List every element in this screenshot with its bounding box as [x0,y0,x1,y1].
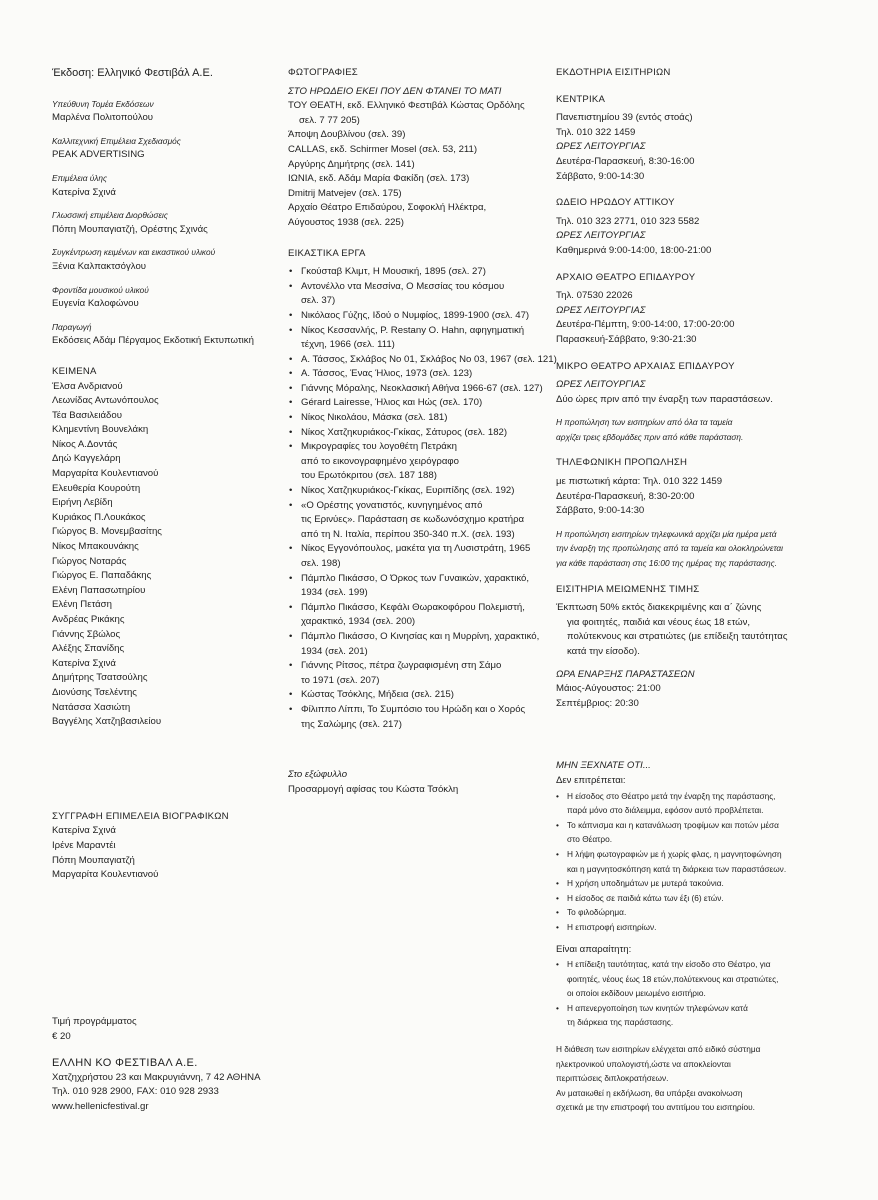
rule-line: • Το φιλοδώρημα. [567,907,627,918]
bio-author-name: Ιρένε Μαραντέι [52,839,116,851]
photos-art-column [288,66,557,797]
artwork-line: χαρακτικό, 1934 (σελ. 200) [301,616,416,628]
credit-entry [52,320,252,349]
rule-line: • Η επιστροφή εισιτηρίων. [567,921,657,932]
artwork-line: • Α. Τάσσος, Ένας Ήλιος, 1973 (σελ. 123) [301,368,473,380]
box-office-line: ΩΡΕΣ ΛΕΙΤΟΥΡΓΙΑΣ [556,304,646,316]
author-name: Γιώργος Β. Μονεμβασίτης [52,526,162,538]
box-office-name: ΜΙΚΡΟ ΘΕΑΤΡΟ ΑΡΧΑΙΑΣ ΕΠΙΔΑΥΡΟΥ [556,360,735,372]
spacer [52,237,252,245]
photo-credit-line: σελ. 7 77 205) [299,114,360,126]
photos-heading: ΦΩΤΟΓΡΑΦΙΕΣ [288,67,358,78]
artwork-line: • Πάμπλο Πικάσσο, Κεφάλι Θωρακοφόρου Πολεμιστή, [301,601,525,613]
artwork-line: • Α. Τάσσος, Σκλάβος Νο 01, Σκλάβος Νο 03, 1967 (σελ. 121) [301,353,557,365]
artwork-item [288,440,528,484]
author-name: Ελένη Παπασωτηρίου [52,584,146,596]
bio-authors-list [52,824,252,882]
box-office-line: Δευτέρα-Παρασκευή, 8:30-16:00 [556,155,695,167]
artwork-item [288,367,528,382]
artwork-line: • Πάμπλο Πικάσσο, Ο Όρκος των Γυναικών, χαρακτικό, [301,572,530,584]
box-office-line: Καθημερινά 9:00-14:00, 18:00-21:00 [556,244,712,256]
artwork-line: • Νικόλαος Γύζης, Ιδού ο Νυμφίος, 1899-1900 (σελ. 47) [301,309,530,321]
artwork-item [288,426,528,441]
artwork-item [288,484,528,499]
box-office-line: Η προπώληση των εισιτηρίων από όλα τα ταμεία [556,417,733,428]
author-name: Αλέξης Σπανίδης [52,643,125,655]
artwork-line: 1934 (σελ. 201) [301,645,368,657]
credit-name: PEAK ADVERTISING [52,149,145,161]
photo-credit-line: Άποψη Δουβλίνου (σελ. 39) [288,129,406,141]
rule-line: φοιτητές, νέους έως 18 ετών,πολύτεκνους και στρατιώτες, [567,973,779,984]
credit-entry [52,208,252,237]
box-office-line: Η προπώληση εισιτηρίων τηλεφωνικά αρχίζει μία ημέρα μετά [556,528,777,539]
tickets-column [556,66,806,1115]
box-office-name: ΑΡΧΑΙΟ ΘΕΑΤΡΟ ΕΠΙΔΑΥΡΟΥ [556,271,696,283]
artwork-item [288,309,528,324]
rule-line: • Η επίδειξη ταυτότητας, κατά την είσοδο στο Θέατρο, για [567,959,771,970]
author-name: Ανδρέας Ρικάκης [52,614,125,625]
artwork-item [288,265,528,280]
rule-item [556,876,806,891]
credit-role: Επιμέλεια ύλης [52,172,108,183]
credit-name: Πόπη Μουπαγιατζή, Ορέστης Σχινάς [52,223,208,235]
organization-address: Χατζηχρήστου 23 και Μακρυγιάννη, 7 42 ΑΘΗΝΑ [52,1071,261,1083]
artwork-line: • Φίλιππο Λίππι, Το Συμπόσιο του Ηρώδη και ο Χορός [301,703,526,715]
credit-role: Φροντίδα μουσικού υλικού [52,284,149,295]
artwork-line: • Γιάννης Μόραλης, Νεοκλασική Αθήνα 1966-67 (σελ. 127) [301,382,543,394]
artwork-item [288,542,531,571]
rule-line: οι οποίοι εκδίδουν μειωμένο εισιτήριο. [567,988,706,999]
artwork-line: • Νίκος Κεσσανλής, P. Restany O. Hahn, αφηγηματική [301,324,525,336]
author-name: Διονύσης Τσελέντης [52,686,137,698]
credit-entry [52,97,252,126]
texts-authors-list [52,380,252,730]
artwork-item [288,396,528,411]
artwork-item [288,601,528,630]
spacer [52,349,252,357]
box-office-line: Τηλ. 010 323 2771, 010 323 5582 [556,215,700,227]
credit-role: Παραγωγή [52,321,92,332]
artwork-line: • «Ο Ορέστης γονατιστός, κυνηγημένος από [301,499,483,511]
artwork-line: • Gérard Lairesse, Ήλιος και Ηώς (σελ. 170) [301,397,483,409]
edition-title: Έκδοση: Ελληνικό Φεστιβάλ Α.Ε. [52,67,213,79]
credit-entry [52,134,252,163]
box-office-line: Έκπτωση 50% εκτός διακεκριμένης και α΄ ζώνης [556,602,762,614]
artwork-line: • Αντονέλλο ντα Μεσσίνα, Ο Μεσσίας του κόσμου [301,280,505,292]
box-office-blocks [556,93,806,724]
author-name: Γιάννης Σβώλος [52,628,121,640]
bio-heading: ΣΥΓΓΡΑΦΗ ΕΠΙΜΕΛΕΙΑ ΒΙΟΓΡΑΦΙΚΩΝ [52,810,229,822]
author-name: Ελευθερία Κουρούτη [52,482,141,494]
box-office-line: Τηλ. 07530 22026 [556,290,633,302]
author-name: Δηώ Καγγελάρη [52,453,121,465]
artwork-line: 1934 (σελ. 199) [301,587,368,599]
photo-credit-line: CALLAS, εκδ. Schirmer Mosel (σελ. 53, 211) [288,143,478,155]
required-rules [556,957,806,1030]
bio-author-name: Πόπη Μουπαγιατζή [52,854,135,866]
author-name: Ελένη Πετάση [52,599,112,611]
artwork-line: του Ερωτόκριτου (σελ. 187 188) [301,470,437,482]
photo-credit-line: ΤΟΥ ΘΕΑΤΗ, εκδ. Ελληνικό Φεστιβάλ Κώστας Ορδόλης [288,100,525,112]
artwork-item [288,499,528,543]
author-name: Έλσα Ανδριανού [52,380,123,392]
rule-line: τη διάρκεια της παράστασης. [567,1017,674,1028]
spacer [556,259,806,271]
reminder-heading: ΜΗΝ ΞΕΧΝΑΤΕ ΟΤΙ... [556,760,651,772]
artwork-line: • Κώστας Τσόκλης, Μήδεια (σελ. 215) [301,689,454,701]
rule-item [556,891,806,906]
closing-line: περιπτώσεις διπλοκρατήσεων. [556,1073,669,1084]
box-office-block [556,456,806,570]
artwork-line: τέχνη, 1966 (σελ. 111) [301,339,395,351]
box-office-name: ΤΗΛΕΦΩΝΙΚΗ ΠΡΟΠΩΛΗΣΗ [556,457,688,469]
box-office-line: με πιστωτική κάρτα: Τηλ. 010 322 1459 [556,476,723,488]
rule-item [556,847,806,876]
box-office-block [556,93,806,185]
spacer [556,184,806,196]
artwork-line: • Μικρογραφίες του λογοθέτη Πετράκη [301,441,457,453]
photo-credit-line: ΙΩΝΙΑ, εκδ. Αδάμ Μαρία Φακίδη (σελ. 173) [288,173,470,185]
author-name: Ειρήνη Λεβίδη [52,497,113,509]
spacer [52,275,252,283]
box-office-line: κατά την είσοδο). [567,646,640,657]
credit-name: Κατερίνα Σχινά [52,186,116,198]
box-office-line: Πανεπιστημίου 39 (εντός στοάς) [556,112,693,124]
artwork-line: το 1971 (σελ. 207) [301,674,380,686]
credit-name: Ευγενία Καλοφώνου [52,298,139,310]
author-name: Γιώργος Ε. Παπαδάκης [52,570,152,582]
artwork-item [288,659,528,688]
author-name: Μαργαρίτα Κουλεντιανού [52,468,159,480]
rule-line: • Το κάπνισμα και η κατανάλωση τροφίμων και ποτών μέσα [567,819,779,830]
artwork-line: • Νίκος Χατζηκυριάκος-Γκίκας, Ευριπίδης (σελ. 192) [301,485,515,497]
art-heading: ΕΙΚΑΣΤΙΚΑ ΕΡΓΑ [288,247,366,259]
artwork-item [288,382,543,397]
box-office-line: Δευτέρα-Παρασκευή, 8:30-20:00 [556,490,695,502]
credit-role: Συγκέντρωση κειμένων και εικαστικού υλικού [52,247,216,258]
rule-item [556,789,806,818]
publisher-footer [52,1015,261,1115]
box-office-line: Σεπτέμβριος: 20:30 [556,697,639,709]
author-name: Γιώργος Νοταράς [52,555,127,567]
box-office-line: Παρασκευή-Σάββατο, 9:30-21:30 [556,333,697,345]
artwork-line: • Νίκος Χατζηκυριάκος-Γκίκας, Σάτυρος (σελ. 182) [301,426,508,438]
artwork-item [288,353,557,368]
bio-author-name: Μαργαρίτα Κουλεντιανού [52,869,159,881]
credit-name: Μαρλένα Πολιτοπούλου [52,112,154,124]
credit-name: Ξένια Καλπακτσόγλου [52,260,147,272]
rule-line: και η μαγνητοσκόπηση κατά τη διάρκεια των παραστάσεων. [567,863,787,874]
author-name: Νατάσσα Χασιώτη [52,701,131,713]
spacer [556,444,806,456]
photos-list [288,85,528,231]
price-value: € 20 [52,1030,71,1042]
box-office-line: Σάββατο, 9:00-14:30 [556,170,645,182]
box-office-line: για φοιτητές, παιδιά και νέους έως 18 ετών, [567,616,751,628]
credit-role: Υπεύθυνη Τομέα Εκδόσεων [52,98,154,109]
spacer [52,312,252,320]
bio-author-name: Κατερίνα Σχινά [52,825,116,837]
cover-text: Προσαρμογή αφίσας του Κώστα Τσόκλη [288,783,459,795]
box-office-name: ΚΕΝΤΡΙΚΑ [556,93,606,105]
author-name: Νίκος Μπακουνάκης [52,541,139,553]
artwork-item [288,703,528,732]
closing-line: ηλεκτρονικού υπολογιστή,ώστε να αποκλείονται [556,1058,731,1069]
box-office-heading: ΕΚΔΟΤΗΡΙΑ ΕΙΣΙΤΗΡΙΩΝ [556,67,671,78]
box-office-line: Δευτέρα-Πέμπτη, 9:00-14:00, 17:00-20:00 [556,319,735,331]
box-office-name: ΩΔΕΙΟ ΗΡΩΔΟΥ ΑΤΤΙΚΟΥ [556,197,675,209]
artwork-item [288,572,528,601]
artwork-line: από το εικονογραφημένο χειρόγραφο [301,455,459,467]
artwork-line: σελ. 198) [301,558,341,569]
box-office-line: ΩΡΕΣ ΛΕΙΤΟΥΡΓΙΑΣ [556,379,646,391]
box-office-block [556,271,806,348]
artwork-line: • Πάμπλο Πικάσσο, Ο Κινησίας και η Μυρρίνη, χαρακτικό, [301,630,540,642]
rule-line: • Η απενεργοποίηση των κινητών τηλεφώνων κατά [567,1002,748,1013]
photo-credit-line: Dmitrij Matvejev (σελ. 175) [288,187,402,199]
spacer [556,660,806,668]
organization-phone: Τηλ. 010 928 2900, FAX: 010 928 2933 [52,1086,219,1098]
box-office-line: Τηλ. 010 322 1459 [556,126,636,138]
photo-credit-line: ΣΤΟ ΗΡΩΔΕΙΟ ΕΚΕΙ ΠΟΥ ΔΕΝ ΦΤΑΝΕΙ ΤΟ ΜΑΤΙ [288,85,502,97]
artwork-line: • Γιάννης Ρίτσος, πέτρα ζωγραφισμένη στη Σάμο [301,660,502,672]
artwork-item [288,688,528,703]
rule-line: παρά μόνο στο διάλειμμα, εφόσον αυτό προβλέπεται. [567,805,764,816]
artwork-item [288,280,528,309]
rule-line: • Η είσοδος σε παιδιά κάτω των έξι (6) ετών. [567,892,724,903]
spacer [556,571,806,583]
artwork-line: • Νίκος Εγγονόπουλος, μακέτα για τη Λυσιστράτη, 1965 [301,543,531,555]
rule-item [556,818,806,847]
artwork-item [288,411,528,426]
author-name: Νίκος Α.Δοντάς [52,438,118,450]
photo-credit-line: Αργύρης Δημήτρης (σελ. 141) [288,158,415,170]
artwork-line: της Σαλώμης (σελ. 217) [301,718,402,730]
credits-column [52,66,252,883]
photo-credit-line: Αύγουστος 1938 (σελ. 225) [288,216,404,228]
author-name: Κλημεντίνη Βουνελάκη [52,424,149,436]
box-office-line: ΩΡΕΣ ΛΕΙΤΟΥΡΓΙΑΣ [556,141,646,153]
spacer [556,711,806,723]
not-allowed-label: Δεν επιτρέπεται: [556,774,626,786]
credit-entry [52,245,252,274]
required-label: Είναι απαραίτητη: [556,943,632,955]
artwork-item [288,630,540,659]
credit-entry [52,171,252,200]
box-office-line: Μάιος-Αύγουστος: 21:00 [556,683,661,695]
closing-line: Αν ματαιωθεί η εκδήλωση, θα υπάρξει ανακοίνωση [556,1087,743,1098]
box-office-line: για κάθε παράσταση στις 16:00 της ημέρας της παράστασης. [556,558,777,569]
artwork-line: σελ. 37) [301,295,336,307]
spacer [556,519,806,527]
box-office-block [556,583,806,712]
artwork-item [288,324,528,353]
box-office-block [556,360,806,445]
texts-heading: ΚΕΙΜΕΝΑ [52,365,97,377]
rule-line: • Η λήψη φωτογραφιών με ή χωρίς φλας, η μαγνητοφώνηση [567,848,782,859]
price-label: Τιμή προγράμματος [52,1016,137,1027]
artwork-line: • Νίκος Νικολάου, Μάσκα (σελ. 181) [301,412,448,424]
artwork-line: • Γκούσταβ Κλιμτ, Η Μουσική, 1895 (σελ. 27) [301,266,486,278]
author-name: Κατερίνα Σχινά [52,657,116,669]
box-office-line: Δύο ώρες πριν από την έναρξη των παραστάσεων. [556,393,773,405]
rule-line: στο Θέατρο. [567,834,613,845]
closing-note [556,1042,806,1115]
rule-line: • Η χρήση υποδημάτων με μυτερά τακούνια. [567,878,724,889]
organization-name: ΕΛΛΗΝ ΚΟ ΦΕΣΤΙΒΑΛ Α.Ε. [52,1057,198,1070]
credit-entry [52,283,252,312]
author-name: Τέα Βασιλειάδου [52,409,122,421]
box-office-block [556,196,806,258]
cover-label: Στο εξώφυλλο [288,769,348,781]
spacer [52,126,252,134]
rule-line: • Η είσοδος στο Θέατρο μετά την έναρξη της παράστασης, [567,790,776,801]
not-allowed-rules [556,789,806,935]
rule-item [556,1001,806,1030]
credit-name: Εκδόσεις Αδάμ Πέργαμος Εκδοτική Εκτυπωτική [52,335,254,347]
box-office-line: Σάββατο, 9:00-14:30 [556,505,645,517]
closing-line: σχετικά με την επιστροφή του αντιτίμου του εισιτηρίου. [556,1102,755,1113]
spacer [52,163,252,171]
artwork-line: τις Ερινύες». Παράσταση σε κωδωνόσχημο κρατήρα [301,514,525,526]
artworks-list [288,265,557,732]
author-name: Λεωνίδας Αντωνόπουλος [52,395,159,407]
rule-item [556,957,806,1001]
website-link[interactable]: www.hellenicfestival.gr [52,1100,149,1112]
closing-line: Η διάθεση των εισιτηρίων ελέγχεται από ειδικό σύστημα [556,1044,761,1055]
box-office-line: πολύτεκνους και στρατιώτες (με επίδειξη ταυτότητας [567,631,788,643]
box-office-name: ΕΙΣΙΤΗΡΙΑ ΜΕΙΩΜΕΝΗΣ ΤΙΜΗΣ [556,583,700,595]
artwork-line: από τη Ν. Ιταλία, περίπου 350-340 π.Χ. (σελ. 193) [301,528,515,540]
credits-list [52,97,252,357]
spacer [52,200,252,208]
rule-item [556,905,806,920]
rule-item [556,920,806,935]
spacer [556,348,806,360]
photo-credit-line: Αρχαίο Θέατρο Επιδαύρου, Σοφοκλή Ηλέκτρα, [288,202,487,214]
box-office-line: ΩΡΑ ΕΝΑΡΞΗΣ ΠΑΡΑΣΤΑΣΕΩΝ [556,668,695,680]
credit-role: Γλωσσική επιμέλεια Διορθώσεις [52,210,168,221]
author-name: Κυριάκος Π.Λουκάκος [52,511,146,523]
spacer [556,407,806,415]
box-office-line: αρχίζει τρεις εβδομάδες πριν από κάθε παράσταση. [556,431,744,442]
box-office-line: την έναρξη της προπώλησης από τα ταμεία και ολοκληρώνεται [556,543,784,554]
author-name: Δημήτρης Τσατσούλης [52,672,148,684]
box-office-line: ΩΡΕΣ ΛΕΙΤΟΥΡΓΙΑΣ [556,230,646,242]
author-name: Βαγγέλης Χατζηβασιλείου [52,716,162,728]
credit-role: Καλλιτεχνική Επιμέλεια Σχεδιασμός [52,135,181,146]
